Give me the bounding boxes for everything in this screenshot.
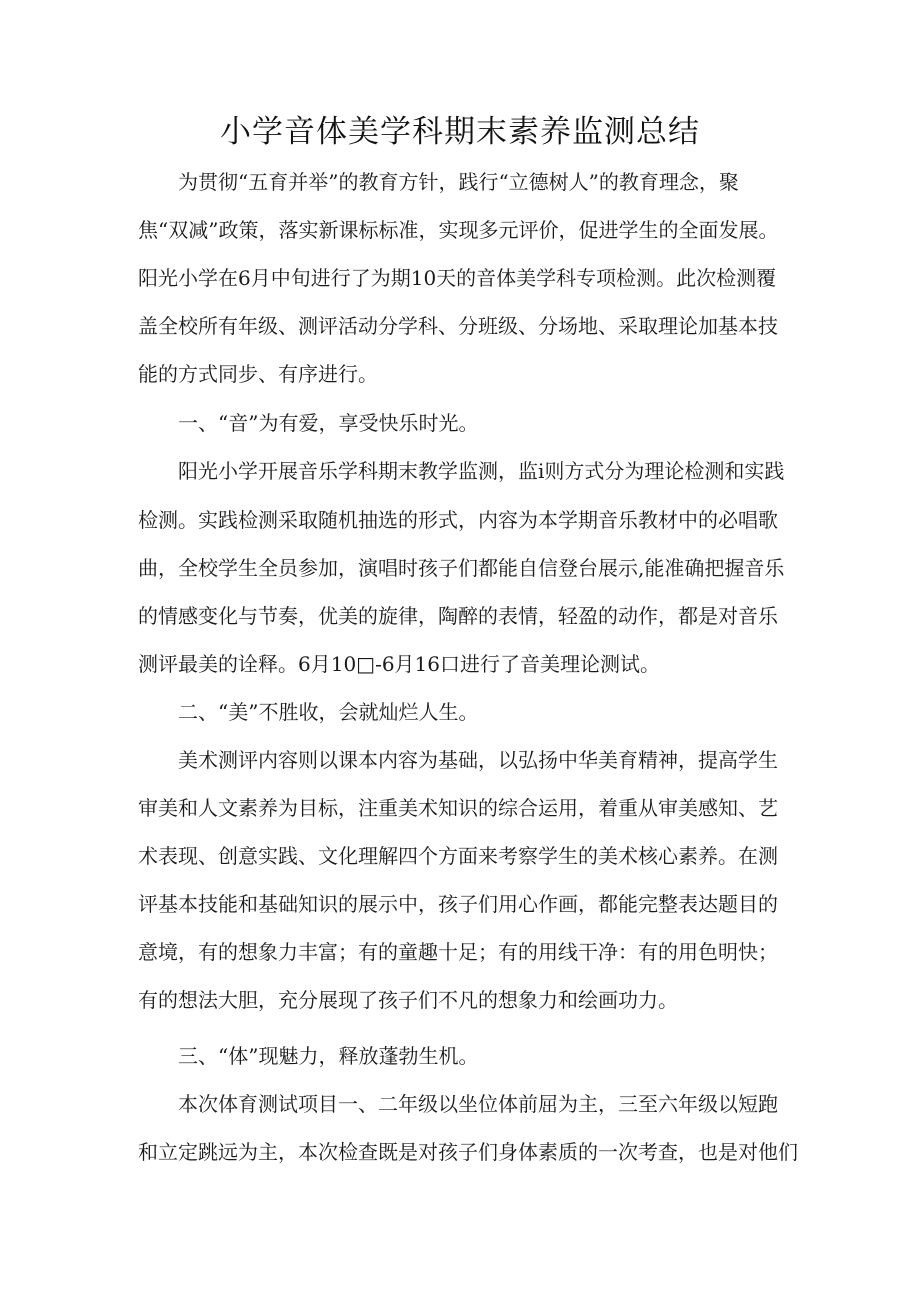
paragraph-sports-line-2: 和立定跳远为主，本次检查既是对孩子们身体素质的一次考查，也是对他们 bbox=[138, 1140, 798, 1164]
paragraph-intro-line-2: 焦“双减”政策，落实新课标标准，实现多元评价，促进学生的全面发展。 bbox=[138, 218, 779, 242]
paragraph-intro-line-4: 盖全校所有年级、测评活动分学科、分班级、分场地、采取理论加基本技 bbox=[138, 314, 778, 338]
paragraph-music-line-3: 曲，全校学生全员参加，演唱时孩子们都能自信登台展示,能准确把握音乐 bbox=[138, 556, 785, 580]
section-heading-music: 一、“音”为有爱，享受快乐时光。 bbox=[178, 411, 479, 435]
paragraph-art-line-2: 审美和人文素养为目标，注重美术知识的综合运用，着重从审美感知、艺 bbox=[138, 796, 778, 820]
paragraph-art-line-5: 意境，有的想象力丰富；有的童趣十足；有的用线干净：有的用色明快； bbox=[138, 940, 778, 964]
paragraph-music-line-1: 阳光小学开展音乐学科期末教学监测，监i则方式分为理论检测和实践 bbox=[178, 459, 785, 483]
paragraph-art-line-4: 评基本技能和基础知识的展示中，孩子们用心作画，都能完整表达题目的 bbox=[138, 892, 778, 916]
paragraph-music-line-2: 检测。实践检测采取随机抽选的形式，内容为本学期音乐教材中的必唱歌 bbox=[138, 508, 778, 532]
paragraph-art-line-1: 美术测评内容则以课本内容为基础，以弘扬中华美育精神，提高学生 bbox=[178, 748, 778, 772]
paragraph-art-line-6: 有的想法大胆，充分展现了孩子们不凡的想象力和绘画功力。 bbox=[138, 988, 678, 1012]
paragraph-art-line-3: 术表现、创意实践、文化理解四个方面来考察学生的美术核心素养。在测 bbox=[138, 844, 778, 868]
section-heading-art: 二、“美”不胜收，会就灿烂人生。 bbox=[178, 700, 479, 724]
paragraph-music-line-5: 测评最美的诠释。6月10□-6月16口进行了音美理论测试。 bbox=[138, 652, 661, 676]
paragraph-sports-line-1: 本次体育测试项目一、二年级以坐位体前屈为主，三至六年级以短跑 bbox=[178, 1092, 778, 1116]
paragraph-music-line-4: 的情感变化与节奏，优美的旋律，陶醉的表情，轻盈的动作，都是对音乐 bbox=[138, 604, 778, 628]
paragraph-intro-line-3: 阳光小学在6月中旬进行了为期10天的音体美学科专项检测。此次检测覆 bbox=[138, 266, 777, 290]
paragraph-intro-line-5: 能的方式同步、有序进行。 bbox=[138, 362, 378, 386]
document-title: 小学音体美学科期末素养监测总结 bbox=[220, 114, 700, 150]
paragraph-intro-line-1: 为贯彻“五育并举”的教育方针，践行“立德树人”的教育理念，聚 bbox=[178, 170, 739, 194]
section-heading-sports: 三、“体”现魅力，释放蓬勃生机。 bbox=[178, 1044, 479, 1068]
